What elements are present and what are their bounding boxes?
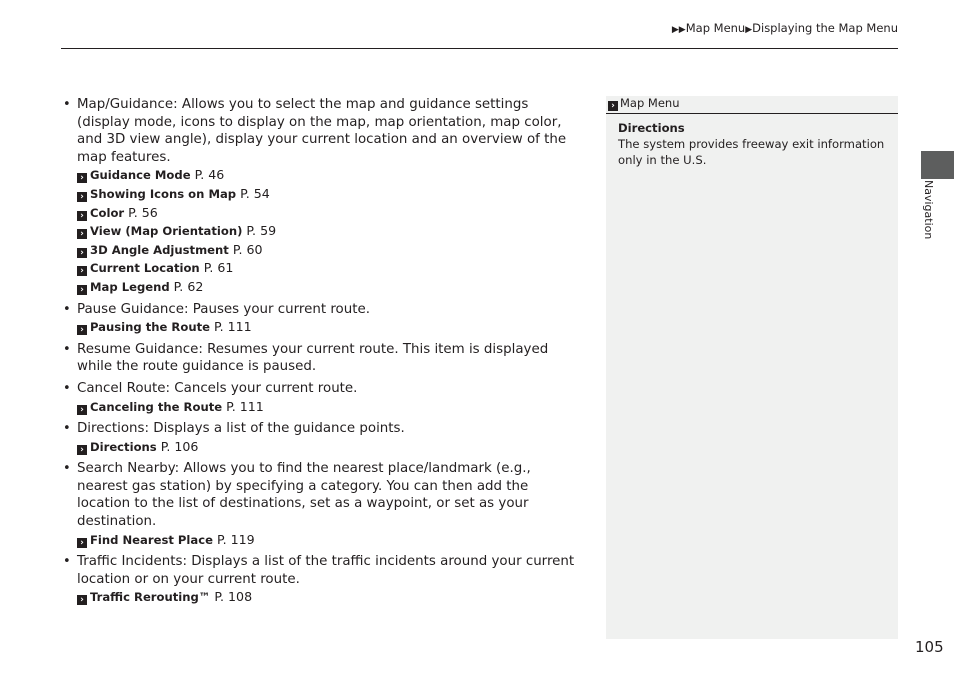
item-term: Pause Guidance — [77, 301, 185, 317]
reference-label: 3D Angle Adjustment — [90, 242, 229, 257]
reference-label: View (Map Orientation) — [90, 224, 243, 239]
list-item — [61, 420, 581, 456]
bullet-icon: • — [63, 380, 71, 396]
header-divider — [61, 48, 898, 49]
breadcrumb-arrow-icon: ▶▶ — [671, 25, 686, 35]
item-term: Resume Guidance — [77, 341, 199, 357]
sidebar-note-text: The system provides freeway exit information only in the U.S. — [618, 137, 885, 167]
sidebar-note-header — [606, 96, 898, 114]
bullet-icon: • — [63, 461, 71, 477]
cross-reference-link[interactable] — [77, 166, 581, 185]
item-description: Displays a list of the traffic incidents around your current location or on your current route. — [77, 554, 575, 587]
cross-reference-link[interactable] — [77, 278, 581, 297]
reference-page: P. 111 — [209, 319, 252, 335]
reference-arrow-icon: › — [77, 248, 87, 258]
reference-page: P. 62 — [169, 278, 204, 294]
reference-arrow-icon: › — [77, 405, 87, 415]
cross-reference-link[interactable] — [77, 531, 581, 550]
item-description: Allows you to find the nearest place/landmark (e.g., nearest gas station) by specifying a category. You can then add the location to the list of destinations, set as a waypoint, or set as your destination. — [77, 461, 531, 530]
reference-arrow-icon: › — [77, 595, 87, 605]
item-term: Map/Guidance — [77, 97, 174, 112]
cross-reference-link[interactable] — [77, 588, 581, 607]
list-item — [61, 96, 581, 297]
reference-arrow-icon: › — [77, 285, 87, 295]
list-item — [61, 301, 581, 337]
item-description: Cancels your current route. — [170, 380, 358, 396]
bullet-icon: • — [63, 97, 71, 112]
bullet-icon: • — [63, 554, 71, 570]
reference-page: P. 106 — [156, 438, 199, 454]
reference-arrow-icon: › — [77, 445, 87, 455]
reference-arrow-icon: › — [77, 211, 87, 221]
sidebar-note-title: Directions — [618, 121, 685, 135]
cross-reference-link[interactable] — [77, 259, 581, 278]
cross-reference-link[interactable] — [77, 318, 581, 337]
item-term: Search Nearby: — [77, 461, 180, 477]
item-term: Directions — [77, 421, 145, 437]
reference-label: Canceling the Route — [90, 399, 223, 414]
reference-page: P. 111 — [222, 398, 264, 414]
main-content — [61, 96, 581, 611]
reference-arrow-icon: › — [608, 101, 618, 111]
reference-arrow-icon: › — [77, 266, 87, 276]
reference-page: P. 59 — [242, 223, 277, 239]
reference-label: Traffic Rerouting™ — [90, 590, 211, 605]
reference-arrow-icon: › — [77, 173, 87, 183]
bullet-icon: • — [63, 421, 71, 437]
list-item — [61, 553, 581, 607]
reference-page: P. 119 — [212, 531, 255, 547]
cross-reference-link[interactable] — [77, 185, 581, 204]
breadcrumb-current: Displaying the Map Menu — [752, 21, 898, 35]
reference-arrow-icon: › — [77, 538, 87, 548]
reference-arrow-icon: › — [77, 229, 87, 239]
reference-label: Find Nearest Place — [90, 532, 213, 547]
reference-label: Color — [90, 205, 125, 220]
section-tab-label: Navigation — [922, 180, 935, 240]
reference-page: P. 61 — [199, 260, 234, 276]
page-number: 105 — [915, 638, 944, 656]
item-description: : Resumes your current route. This item is displayed while the route guidance is paused. — [77, 341, 549, 375]
reference-label: Current Location — [90, 261, 200, 276]
list-item — [61, 380, 581, 416]
reference-label: Map Legend — [90, 279, 170, 294]
reference-label: Guidance Mode — [90, 168, 191, 183]
list-item — [61, 341, 581, 376]
sidebar-note — [606, 96, 898, 639]
sidebar-note-header-label: Map Menu — [620, 96, 680, 110]
cross-reference-link[interactable] — [77, 241, 581, 260]
bullet-icon: • — [63, 341, 71, 357]
breadcrumb-sep-icon: ▶ — [745, 25, 753, 35]
cross-reference-link[interactable] — [77, 222, 581, 241]
section-tab — [921, 151, 954, 179]
list-item — [61, 460, 581, 549]
reference-arrow-icon: › — [77, 192, 87, 202]
item-term: Cancel Route: — [77, 380, 171, 396]
reference-page: P. 108 — [210, 589, 253, 605]
bullet-icon: • — [63, 301, 71, 317]
breadcrumb-map-menu[interactable]: Map Menu — [685, 21, 746, 35]
reference-page: P. 60 — [228, 241, 263, 257]
cross-reference-link[interactable] — [77, 398, 581, 417]
item-description: : Allows you to select the map and guidance settings (display mode, icons to display on the map, map orientation, map color, and 3D view angle), display your current location and an overview of the map features. — [77, 97, 567, 165]
reference-arrow-icon: › — [77, 325, 87, 335]
item-description: : Pauses your current route. — [184, 301, 370, 317]
item-description: : Displays a list of the guidance points. — [144, 421, 405, 437]
breadcrumb — [672, 21, 898, 35]
reference-page: P. 46 — [190, 167, 225, 183]
cross-reference-link[interactable] — [77, 204, 581, 223]
reference-label: Directions — [90, 439, 157, 454]
item-term: Traffic Incidents: — [77, 554, 187, 570]
reference-label: Pausing the Route — [90, 320, 210, 335]
reference-page: P. 54 — [236, 185, 270, 201]
cross-reference-link[interactable] — [77, 438, 581, 457]
reference-label: Showing Icons on Map — [90, 186, 237, 201]
reference-page: P. 56 — [124, 204, 158, 220]
